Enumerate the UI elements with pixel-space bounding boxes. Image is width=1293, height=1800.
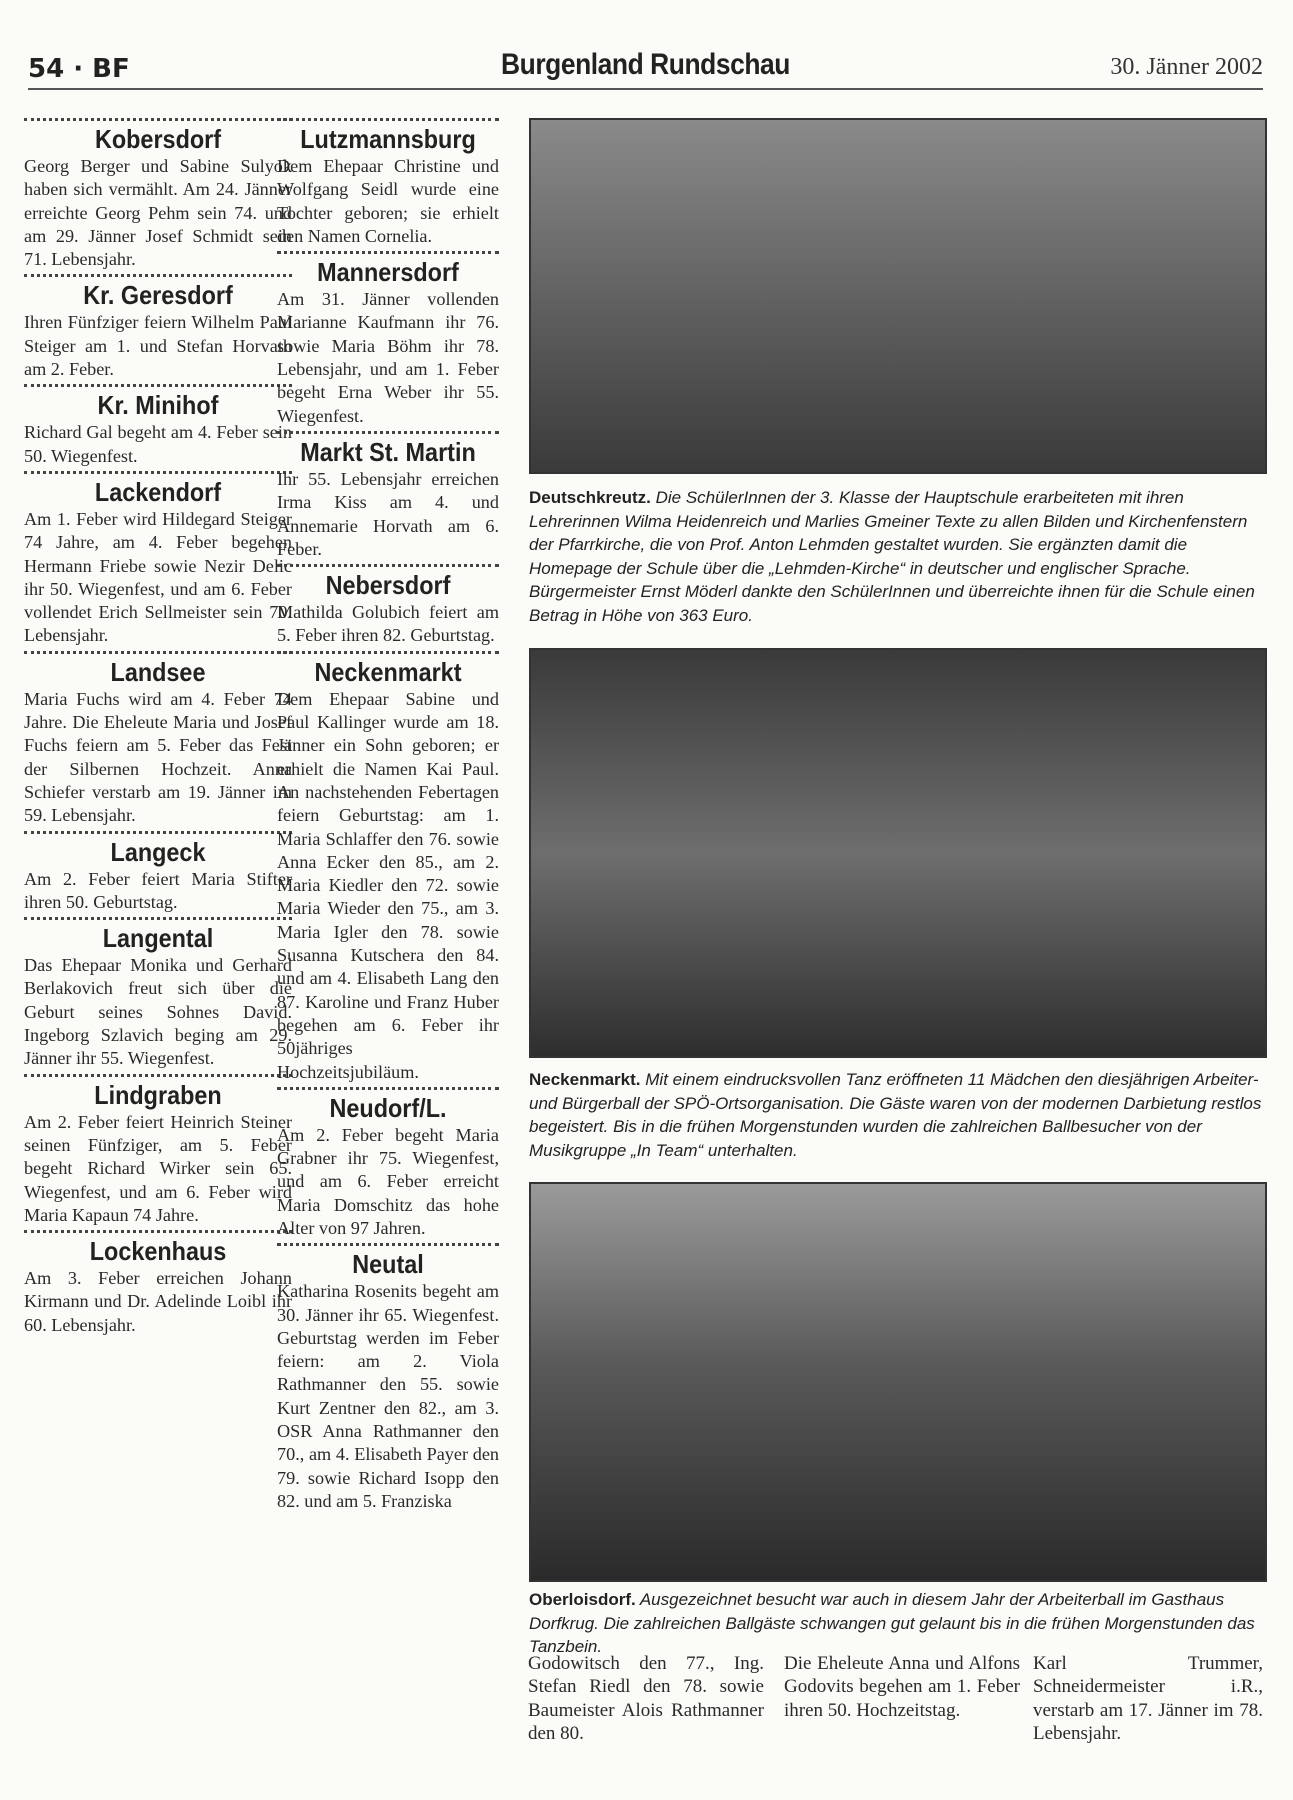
announcement-text: Am 3. Feber erreichen Johann Kirmann und Dr. Adelinde Loibl ihr 60. Lebensjahr.: [24, 1268, 292, 1335]
announcement-text: Ihr 55. Lebensjahr erreichen Irma Kiss am 4. und Annemarie Horvath am 6. Feber.: [277, 468, 499, 559]
announcement-section: [24, 1230, 292, 1337]
photo-caption-neckenmarkt: [529, 1068, 1263, 1162]
place-heading: Neckenmarkt: [314, 656, 462, 687]
place-heading: Neutal: [352, 1249, 424, 1280]
place-heading: Langental: [102, 923, 214, 954]
place-heading: Mannersdorf: [317, 257, 459, 288]
announcement-text: Am 2. Feber feiert Heinrich Steiner seinen Fünfziger, am 5. Feber begeht Richard Wirker sein 65. Wiegenfest, und am 6. Feber wird Maria Kapaun 74 Jahre.: [24, 1111, 292, 1225]
announcement-section: [24, 651, 292, 828]
caption-text: Ausgezeichnet besucht war auch in diesem Jahr der Arbeiterball im Gasthaus Dorfkrug. Die zahlreichen Ballgäste schwangen gut gelaunt bis in die frühen Morgenstunden das Tanzbein.: [529, 1590, 1255, 1656]
place-heading: Landsee: [110, 656, 206, 687]
announcement-text: Am 2. Feber begeht Maria Grabner ihr 75. Wiegenfest, und am 6. Feber erreicht Maria Domschitz das hohe Alter von 97 Jahren.: [277, 1124, 499, 1238]
announcement-text: Dem Ehepaar Christine und Wolfgang Seidl wurde eine Tochter geboren; sie erhielt den Namen Cornelia.: [277, 156, 499, 246]
announcement-text: Ihren Fünfziger feiern Wilhelm Paul Steiger am 1. und Stefan Horvath am 2. Feber.: [24, 312, 292, 380]
announcement-section: [24, 1074, 292, 1227]
announcement-section: [24, 274, 292, 381]
announcement-text: Am 31. Jänner vollenden Marianne Kaufmann ihr 76. sowie Maria Böhm ihr 78. Lebensjahr, und am 1. Feber begeht Erna Weber ihr 55. Wiegenfest.: [277, 289, 499, 426]
announcement-text: Am 1. Feber wird Hildegard Steiger 74 Jahre, am 4. Feber begehen Hermann Friebe sowie Nezir Delic ihr 50. Wiegenfest, und am 6. Feber vollendet Erich Sellmeister sein 70. Lebensjahr.: [24, 508, 292, 646]
page-number: 54 · BF: [28, 54, 130, 84]
announcement-text: Georg Berger und Sabine Sulyok haben sich vermählt. Am 24. Jänner erreichte Georg Pehm sein 74. und am 29. Jänner Josef Schmidt sein 71. Lebensjahr.: [24, 156, 292, 270]
place-heading: Neudorf/L.: [329, 1092, 447, 1123]
announcement-section: [277, 1243, 499, 1513]
announcement-text: Mathilda Golubich feiert am 5. Feber ihren 82. Geburtstag.: [277, 602, 499, 646]
photo-caption-deutschkreutz: [529, 486, 1263, 627]
place-heading: Markt St. Martin: [300, 436, 476, 467]
announcement-section: [277, 251, 499, 428]
announcement-section: [24, 384, 292, 468]
bottom-text-1: Godowitsch den 77., Ing. Stefan Riedl den 78. sowie Baumeister Alois Rathmanner den 80.: [528, 1653, 764, 1744]
place-heading: Lutzmannsburg: [300, 124, 476, 154]
issue-date: 30. Jänner 2002: [1110, 54, 1263, 80]
place-heading: Kr. Minihof: [97, 390, 219, 421]
photo-neckenmarkt-dancers: [529, 648, 1267, 1058]
announcement-text: Maria Fuchs wird am 4. Feber 74 Jahre. Die Eheleute Maria und Josef Fuchs feiern am 5. Feber das Fest der Silbernen Hochzeit. Anna Schiefer verstarb am 19. Jänner im 59. Lebensjahr.: [24, 688, 292, 826]
announcements-column-1: [24, 118, 292, 1340]
place-heading: Nebersdorf: [325, 570, 451, 601]
place-heading: Lockenhaus: [89, 1236, 227, 1267]
announcement-section: [277, 1087, 499, 1240]
photo-oberloisdorf-ball: [529, 1182, 1267, 1582]
place-heading: Lindgraben: [94, 1079, 222, 1110]
place-heading: Kobersdorf: [94, 124, 222, 154]
place-heading: Langeck: [110, 836, 206, 867]
announcement-section: [24, 831, 292, 915]
announcement-section: [277, 118, 499, 248]
newspaper-title: Burgenland Rundschau: [501, 48, 790, 81]
caption-lead: Neckenmarkt.: [529, 1070, 641, 1089]
place-heading: Kr. Geresdorf: [83, 280, 233, 311]
bottom-text-3: Karl Trummer, Schneidermeister i.R., verstarb am 17. Jänner im 78. Lebensjahr.: [1033, 1653, 1263, 1744]
caption-lead: Deutschkreutz.: [529, 488, 651, 507]
announcement-section: [277, 651, 499, 1084]
announcement-text: Am 2. Feber feiert Maria Stifter ihren 50. Geburtstag.: [24, 868, 292, 912]
announcement-text: Katharina Rosenits begeht am 30. Jänner ihr 65. Wiegenfest. Geburtstag werden im Feber feiern: am 2. Viola Rathmanner den 55. sowie Kurt Zentner den 82., am 3. OSR Anna Rathmanner den 70., am 4. Elisabeth Payer den 79. sowie Richard Isopp den 82. und am 5. Franziska: [277, 1281, 499, 1511]
place-heading: Lackendorf: [94, 476, 222, 507]
page-header: [28, 48, 1263, 90]
announcement-section: [24, 118, 292, 271]
announcement-section: [277, 564, 499, 648]
photo-deutschkreutz-students: [529, 118, 1267, 474]
announcement-section: [24, 917, 292, 1070]
bottom-text-2: Die Eheleute Anna und Alfons Godovits begehen am 1. Feber ihren 50. Hochzeitstag.: [784, 1653, 1020, 1721]
announcement-section: [277, 431, 499, 561]
caption-text: Die SchülerInnen der 3. Klasse der Hauptschule erarbeiteten mit ihren Lehrerinnen Wilma Heidenreich und Marlies Gmeiner Texte zu allen Bilden und Kirchenfenstern der Pfarrkirche, die von Prof. Anton Lehmden gestaltet wurden. Sie ergänzten damit die Homepage der Schule über die „Lehmden-Kirche“ in deutscher und englischer Sprache. Bürgermeister Ernst Möderl dankte den SchülerInnen und überreichte ihnen für die Schule einen Betrag in Höhe von 363 Euro.: [529, 488, 1255, 625]
announcements-column-2: [277, 118, 499, 1516]
announcement-text: Das Ehepaar Monika und Gerhard Berlakovich freut sich über die Geburt seines Sohnes David. Ingeborg Szlavich beging am 29. Jänner ihr 55. Wiegenfest.: [24, 955, 292, 1069]
caption-lead: Oberloisdorf.: [529, 1590, 636, 1609]
announcement-text: Dem Ehepaar Sabine und Paul Kallinger wurde am 18. Jänner ein Sohn geboren; er erhielt die Namen Kai Paul. An nachstehenden Febertagen feiern Geburtstag: am 1. Maria Schlaffer den 76. sowie Anna Ecker den 85., am 2. Maria Kiedler den 72. sowie Maria Wieder den 75., am 3. Maria Igler den 78. sowie Susanna Kutschera den 84. und am 4. Elisabeth Lang den 87. Karoline und Franz Huber begehen am 6. Feber ihr 50jähriges Hochzeitsjubiläum.: [277, 688, 499, 1082]
caption-text: Mit einem eindrucksvollen Tanz eröffneten 11 Mädchen den diesjährigen Arbeiter- und Bürgerball der SPÖ-Ortsorganisation. Die Gäste waren von der modernen Darbietung restlos begeistert. Bis in die frühen Morgenstunden wurden die zahlreichen Ballbesucher von der Musikgruppe „In Team“ unterhalten.: [529, 1070, 1262, 1160]
announcement-section: [24, 471, 292, 648]
announcement-text: Richard Gal begeht am 4. Feber sein 50. Wiegenfest.: [24, 422, 292, 466]
photo-caption-oberloisdorf: [529, 1588, 1263, 1659]
